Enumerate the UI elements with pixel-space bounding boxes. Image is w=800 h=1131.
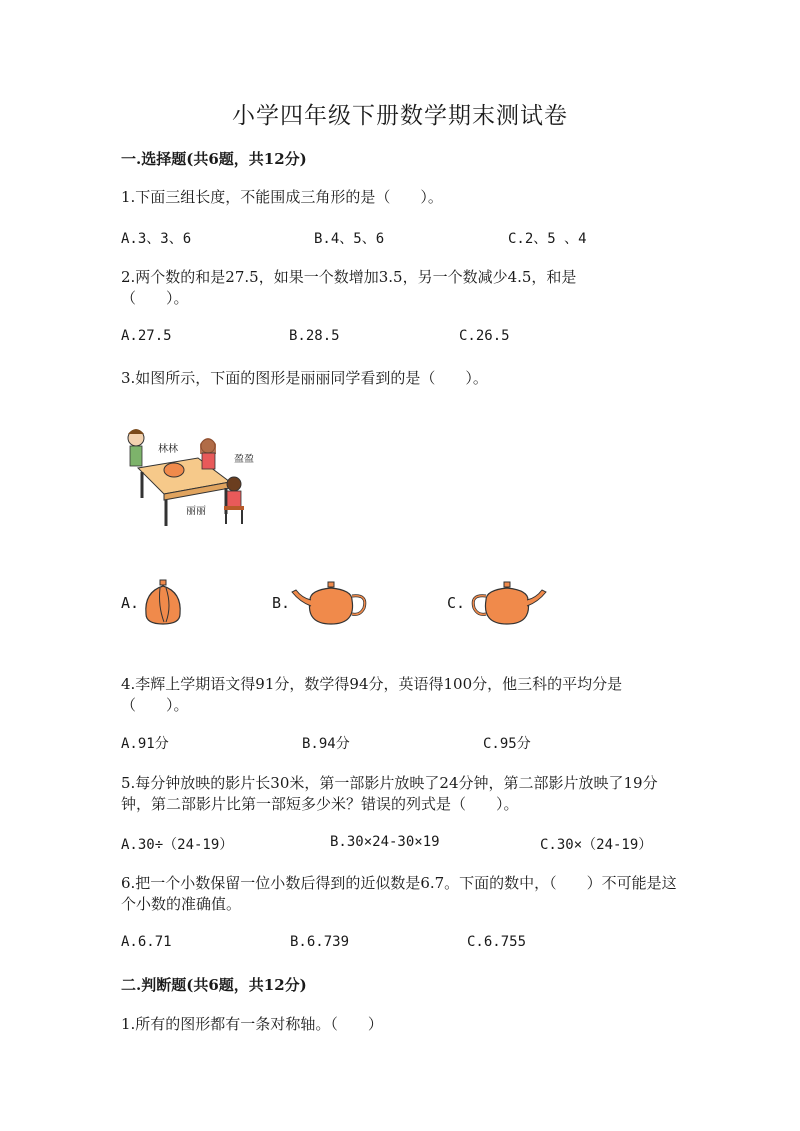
- q6-option-b[interactable]: B.6.739: [290, 934, 350, 950]
- q1-option-a[interactable]: A.3、3、6: [121, 231, 192, 247]
- q2-option-c[interactable]: C.26.5: [459, 328, 510, 344]
- figure-label-linlin: 林林: [158, 444, 178, 455]
- q1-option-b[interactable]: B.4、5、6: [314, 231, 385, 247]
- q3-option-c[interactable]: C.: [447, 594, 466, 612]
- q2-option-b[interactable]: B.28.5: [289, 328, 340, 344]
- page-title: 小学四年级下册数学期末测试卷: [232, 103, 568, 129]
- question-4: 4.李辉上学期语文得91分，数学得94分，英语得100分，他三科的平均分是（ ）。: [121, 675, 623, 714]
- question-5: 5.每分钟放映的影片长30米，第一部影片放映了24分钟，第二部影片放映了19分钟，第二部影片比第一部短多少米？错误的列式是（ ）。: [121, 774, 658, 813]
- question-3: 3.如图所示，下面的图形是丽丽同学看到的是（ ）。: [121, 369, 488, 387]
- question-2: 2.两个数的和是27.5，如果一个数增加3.5，另一个数减少4.5，和是（ ）。: [121, 268, 577, 307]
- question-6: 6.把一个小数保留一位小数后得到的近似数是6.7。下面的数中，（ ）不可能是这个小数的准确值。: [121, 874, 677, 913]
- classroom-scene-illustration: [124, 422, 254, 534]
- q4-option-a[interactable]: A.91分: [121, 736, 169, 752]
- section-heading-judge: 二.判断题(共6题，共12分): [121, 976, 307, 994]
- teapot-front-view-icon[interactable]: [138, 578, 188, 632]
- judge-question-1: 1.所有的图形都有一条对称轴。（ ）: [121, 1015, 383, 1033]
- q4-option-b[interactable]: B.94分: [302, 736, 350, 752]
- q4-option-c[interactable]: C.95分: [483, 736, 531, 752]
- q3-option-b[interactable]: B.: [272, 594, 291, 612]
- q3-option-a[interactable]: A.: [121, 594, 140, 612]
- teapot-side-view-spout-right-icon[interactable]: [466, 578, 548, 632]
- figure-label-lili: 丽丽: [186, 506, 206, 517]
- question-1: 1.下面三组长度，不能围成三角形的是（ ）。: [121, 188, 443, 206]
- q5-option-b[interactable]: B.30×24-30×19: [330, 834, 440, 850]
- q1-option-c[interactable]: C.2、5 、4: [508, 231, 587, 247]
- q6-option-c[interactable]: C.6.755: [467, 934, 527, 950]
- q6-option-a[interactable]: A.6.71: [121, 934, 172, 950]
- section-heading-choice: 一.选择题(共6题，共12分): [121, 150, 307, 168]
- q5-option-c[interactable]: C.30×（24-19）: [540, 837, 653, 853]
- figure-label-yingying: 盈盈: [234, 454, 254, 465]
- q2-option-a[interactable]: A.27.5: [121, 328, 172, 344]
- teapot-side-view-spout-left-icon[interactable]: [290, 578, 372, 632]
- q5-option-a[interactable]: A.30÷（24-19）: [121, 837, 234, 853]
